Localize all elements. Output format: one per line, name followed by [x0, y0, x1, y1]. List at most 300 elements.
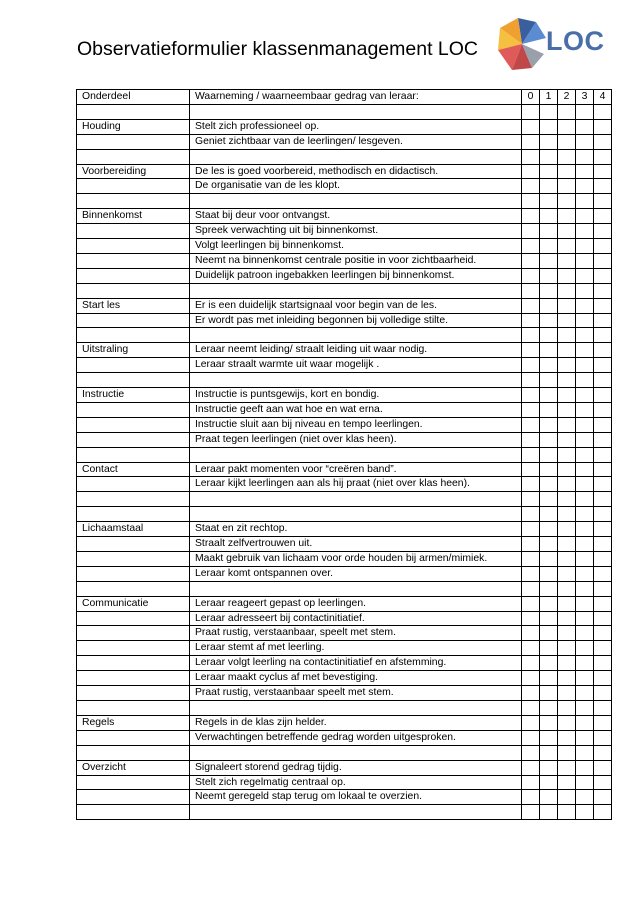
score-cell-1[interactable]	[540, 730, 558, 745]
score-cell-4[interactable]	[594, 358, 612, 373]
waarneming-cell	[190, 283, 522, 298]
score-cell-1[interactable]	[540, 596, 558, 611]
score-cell-4[interactable]	[594, 745, 612, 760]
score-cell-4[interactable]	[594, 805, 612, 820]
score-cell-3[interactable]	[576, 611, 594, 626]
score-cell-4[interactable]	[594, 402, 612, 417]
score-cell-1[interactable]	[540, 358, 558, 373]
score-cell-3[interactable]	[576, 239, 594, 254]
score-cell-1[interactable]	[540, 447, 558, 462]
score-cell-4[interactable]	[594, 209, 612, 224]
score-cell-2[interactable]	[558, 551, 576, 566]
score-cell-1[interactable]	[540, 164, 558, 179]
onderdeel-cell	[77, 626, 190, 641]
score-cell-3[interactable]	[576, 656, 594, 671]
score-cell-1[interactable]	[540, 388, 558, 403]
score-cell-1[interactable]	[540, 760, 558, 775]
score-cell-0[interactable]	[522, 611, 540, 626]
score-cell-1[interactable]	[540, 581, 558, 596]
score-cell-3[interactable]	[576, 686, 594, 701]
score-cell-4[interactable]	[594, 343, 612, 358]
score-cell-4[interactable]	[594, 596, 612, 611]
score-cell-0[interactable]	[522, 790, 540, 805]
score-cell-0[interactable]	[522, 775, 540, 790]
score-cell-3[interactable]	[576, 760, 594, 775]
score-cell-2[interactable]	[558, 194, 576, 209]
score-cell-1[interactable]	[540, 477, 558, 492]
score-cell-1[interactable]	[540, 507, 558, 522]
score-cell-0[interactable]	[522, 715, 540, 730]
score-cell-2[interactable]	[558, 447, 576, 462]
score-cell-4[interactable]	[594, 626, 612, 641]
score-cell-1[interactable]	[540, 104, 558, 119]
onderdeel-cell: Regels	[77, 715, 190, 730]
table-row	[77, 760, 612, 775]
score-cell-2[interactable]	[558, 388, 576, 403]
score-cell-4[interactable]	[594, 224, 612, 239]
waarneming-cell: Leraar pakt momenten voor “creëren band”.	[190, 462, 522, 477]
score-cell-1[interactable]	[540, 209, 558, 224]
score-cell-4[interactable]	[594, 119, 612, 134]
score-cell-3[interactable]	[576, 626, 594, 641]
onderdeel-cell	[77, 730, 190, 745]
score-cell-0[interactable]	[522, 388, 540, 403]
onderdeel-cell	[77, 283, 190, 298]
score-cell-4[interactable]	[594, 641, 612, 656]
onderdeel-cell	[77, 656, 190, 671]
score-cell-2[interactable]	[558, 566, 576, 581]
score-cell-4[interactable]	[594, 701, 612, 716]
score-cell-3[interactable]	[576, 104, 594, 119]
score-cell-2[interactable]	[558, 179, 576, 194]
table-row	[77, 581, 612, 596]
onderdeel-cell	[77, 611, 190, 626]
waarneming-cell: Leraar neemt leiding/ straalt leiding uit waar nodig.	[190, 343, 522, 358]
score-cell-2[interactable]	[558, 268, 576, 283]
score-cell-0[interactable]	[522, 239, 540, 254]
score-cell-0[interactable]	[522, 209, 540, 224]
score-cell-0[interactable]	[522, 745, 540, 760]
score-cell-0[interactable]	[522, 492, 540, 507]
score-cell-2[interactable]	[558, 119, 576, 134]
score-cell-0[interactable]	[522, 179, 540, 194]
score-cell-2[interactable]	[558, 537, 576, 552]
score-cell-1[interactable]	[540, 805, 558, 820]
score-cell-3[interactable]	[576, 596, 594, 611]
score-cell-2[interactable]	[558, 760, 576, 775]
score-cell-2[interactable]	[558, 462, 576, 477]
score-cell-0[interactable]	[522, 313, 540, 328]
score-cell-2[interactable]	[558, 596, 576, 611]
score-cell-0[interactable]	[522, 522, 540, 537]
score-cell-4[interactable]	[594, 313, 612, 328]
score-cell-3[interactable]	[576, 313, 594, 328]
score-cell-3[interactable]	[576, 730, 594, 745]
score-cell-2[interactable]	[558, 686, 576, 701]
score-cell-4[interactable]	[594, 328, 612, 343]
score-cell-2[interactable]	[558, 239, 576, 254]
table-row	[77, 417, 612, 432]
score-cell-3[interactable]	[576, 701, 594, 716]
score-cell-2[interactable]	[558, 775, 576, 790]
score-cell-0[interactable]	[522, 805, 540, 820]
score-cell-0[interactable]	[522, 268, 540, 283]
waarneming-cell: Leraar komt ontspannen over.	[190, 566, 522, 581]
table-row	[77, 253, 612, 268]
score-cell-3[interactable]	[576, 283, 594, 298]
score-cell-4[interactable]	[594, 239, 612, 254]
score-cell-4[interactable]	[594, 253, 612, 268]
score-cell-1[interactable]	[540, 432, 558, 447]
score-cell-1[interactable]	[540, 268, 558, 283]
score-cell-0[interactable]	[522, 373, 540, 388]
score-cell-2[interactable]	[558, 149, 576, 164]
score-cell-1[interactable]	[540, 239, 558, 254]
score-cell-0[interactable]	[522, 119, 540, 134]
score-cell-4[interactable]	[594, 492, 612, 507]
onderdeel-cell	[77, 537, 190, 552]
score-cell-2[interactable]	[558, 224, 576, 239]
score-cell-1[interactable]	[540, 775, 558, 790]
score-cell-2[interactable]	[558, 104, 576, 119]
waarneming-cell: Leraar maakt cyclus af met bevestiging.	[190, 671, 522, 686]
score-cell-1[interactable]	[540, 134, 558, 149]
score-cell-2[interactable]	[558, 611, 576, 626]
score-cell-4[interactable]	[594, 760, 612, 775]
onderdeel-cell	[77, 313, 190, 328]
score-cell-0[interactable]	[522, 686, 540, 701]
score-cell-3[interactable]	[576, 432, 594, 447]
waarneming-cell: Instructie is puntsgewijs, kort en bondig.	[190, 388, 522, 403]
score-cell-3[interactable]	[576, 194, 594, 209]
score-cell-3[interactable]	[576, 388, 594, 403]
score-cell-3[interactable]	[576, 492, 594, 507]
score-cell-2[interactable]	[558, 328, 576, 343]
score-cell-3[interactable]	[576, 268, 594, 283]
waarneming-cell: Straalt zelfvertrouwen uit.	[190, 537, 522, 552]
score-cell-3[interactable]	[576, 417, 594, 432]
score-cell-3[interactable]	[576, 715, 594, 730]
score-cell-0[interactable]	[522, 194, 540, 209]
header-onderdeel: Onderdeel	[77, 90, 190, 105]
table-row	[77, 343, 612, 358]
score-cell-1[interactable]	[540, 194, 558, 209]
score-cell-4[interactable]	[594, 686, 612, 701]
score-cell-3[interactable]	[576, 790, 594, 805]
score-cell-1[interactable]	[540, 522, 558, 537]
score-cell-0[interactable]	[522, 551, 540, 566]
score-cell-0[interactable]	[522, 417, 540, 432]
score-cell-3[interactable]	[576, 537, 594, 552]
score-cell-0[interactable]	[522, 447, 540, 462]
onderdeel-cell	[77, 790, 190, 805]
score-cell-2[interactable]	[558, 209, 576, 224]
score-cell-3[interactable]	[576, 447, 594, 462]
score-cell-4[interactable]	[594, 417, 612, 432]
score-cell-2[interactable]	[558, 671, 576, 686]
score-cell-2[interactable]	[558, 715, 576, 730]
score-cell-0[interactable]	[522, 104, 540, 119]
logo-text: LOC	[546, 26, 605, 56]
score-cell-0[interactable]	[522, 149, 540, 164]
score-cell-3[interactable]	[576, 775, 594, 790]
score-cell-4[interactable]	[594, 373, 612, 388]
waarneming-cell: Leraar adresseert bij contactinitiatief.	[190, 611, 522, 626]
score-cell-0[interactable]	[522, 641, 540, 656]
score-cell-0[interactable]	[522, 253, 540, 268]
score-cell-2[interactable]	[558, 164, 576, 179]
score-cell-2[interactable]	[558, 358, 576, 373]
score-cell-3[interactable]	[576, 253, 594, 268]
score-cell-1[interactable]	[540, 373, 558, 388]
score-cell-1[interactable]	[540, 313, 558, 328]
table-row	[77, 432, 612, 447]
score-cell-3[interactable]	[576, 343, 594, 358]
score-cell-1[interactable]	[540, 343, 558, 358]
score-cell-1[interactable]	[540, 283, 558, 298]
score-cell-3[interactable]	[576, 805, 594, 820]
score-cell-1[interactable]	[540, 566, 558, 581]
table-row	[77, 224, 612, 239]
score-cell-2[interactable]	[558, 283, 576, 298]
score-cell-4[interactable]	[594, 537, 612, 552]
score-cell-1[interactable]	[540, 715, 558, 730]
score-cell-2[interactable]	[558, 477, 576, 492]
waarneming-cell: Leraar volgt leerling na contactinitiatief en afstemming.	[190, 656, 522, 671]
header-score-0: 0	[522, 90, 540, 105]
score-cell-0[interactable]	[522, 477, 540, 492]
table-row	[77, 701, 612, 716]
score-cell-0[interactable]	[522, 671, 540, 686]
score-cell-4[interactable]	[594, 790, 612, 805]
score-cell-3[interactable]	[576, 298, 594, 313]
header-score-4: 4	[594, 90, 612, 105]
score-cell-4[interactable]	[594, 477, 612, 492]
table-row	[77, 268, 612, 283]
score-cell-0[interactable]	[522, 343, 540, 358]
score-cell-1[interactable]	[540, 611, 558, 626]
waarneming-cell: Er wordt pas met inleiding begonnen bij volledige stilte.	[190, 313, 522, 328]
score-cell-3[interactable]	[576, 507, 594, 522]
onderdeel-cell	[77, 239, 190, 254]
score-cell-2[interactable]	[558, 507, 576, 522]
score-cell-3[interactable]	[576, 358, 594, 373]
score-cell-0[interactable]	[522, 701, 540, 716]
score-cell-1[interactable]	[540, 641, 558, 656]
score-cell-1[interactable]	[540, 462, 558, 477]
score-cell-4[interactable]	[594, 194, 612, 209]
score-cell-2[interactable]	[558, 641, 576, 656]
table-row	[77, 328, 612, 343]
score-cell-3[interactable]	[576, 641, 594, 656]
score-cell-3[interactable]	[576, 551, 594, 566]
waarneming-cell: Stelt zich professioneel op.	[190, 119, 522, 134]
score-cell-4[interactable]	[594, 730, 612, 745]
score-cell-3[interactable]	[576, 149, 594, 164]
score-cell-3[interactable]	[576, 328, 594, 343]
score-cell-4[interactable]	[594, 104, 612, 119]
score-cell-1[interactable]	[540, 790, 558, 805]
score-cell-4[interactable]	[594, 775, 612, 790]
onderdeel-cell: Contact	[77, 462, 190, 477]
score-cell-4[interactable]	[594, 656, 612, 671]
score-cell-4[interactable]	[594, 268, 612, 283]
score-cell-0[interactable]	[522, 730, 540, 745]
score-cell-4[interactable]	[594, 149, 612, 164]
waarneming-cell	[190, 745, 522, 760]
score-cell-0[interactable]	[522, 224, 540, 239]
onderdeel-cell	[77, 253, 190, 268]
table-row	[77, 715, 612, 730]
score-cell-2[interactable]	[558, 432, 576, 447]
score-cell-0[interactable]	[522, 402, 540, 417]
table-row	[77, 596, 612, 611]
score-cell-0[interactable]	[522, 283, 540, 298]
waarneming-cell: Verwachtingen betreffende gedrag worden uitgesproken.	[190, 730, 522, 745]
score-cell-0[interactable]	[522, 656, 540, 671]
score-cell-0[interactable]	[522, 432, 540, 447]
score-cell-3[interactable]	[576, 671, 594, 686]
score-cell-0[interactable]	[522, 581, 540, 596]
score-cell-2[interactable]	[558, 343, 576, 358]
score-cell-4[interactable]	[594, 611, 612, 626]
score-cell-2[interactable]	[558, 253, 576, 268]
score-cell-2[interactable]	[558, 298, 576, 313]
score-cell-0[interactable]	[522, 134, 540, 149]
score-cell-0[interactable]	[522, 566, 540, 581]
score-cell-3[interactable]	[576, 119, 594, 134]
score-cell-0[interactable]	[522, 164, 540, 179]
score-cell-0[interactable]	[522, 328, 540, 343]
score-cell-1[interactable]	[540, 745, 558, 760]
score-cell-0[interactable]	[522, 537, 540, 552]
score-cell-2[interactable]	[558, 313, 576, 328]
score-cell-1[interactable]	[540, 224, 558, 239]
score-cell-4[interactable]	[594, 447, 612, 462]
table-row	[77, 775, 612, 790]
score-cell-3[interactable]	[576, 209, 594, 224]
score-cell-0[interactable]	[522, 358, 540, 373]
score-cell-3[interactable]	[576, 522, 594, 537]
score-cell-1[interactable]	[540, 626, 558, 641]
score-cell-4[interactable]	[594, 298, 612, 313]
score-cell-1[interactable]	[540, 253, 558, 268]
onderdeel-cell: Voorbereiding	[77, 164, 190, 179]
waarneming-cell: Instructie sluit aan bij niveau en tempo leerlingen.	[190, 417, 522, 432]
waarneming-cell: Neemt geregeld stap terug om lokaal te overzien.	[190, 790, 522, 805]
score-cell-3[interactable]	[576, 566, 594, 581]
score-cell-4[interactable]	[594, 566, 612, 581]
score-cell-4[interactable]	[594, 283, 612, 298]
onderdeel-cell: Uitstraling	[77, 343, 190, 358]
waarneming-cell: Staat bij deur voor ontvangst.	[190, 209, 522, 224]
onderdeel-cell	[77, 566, 190, 581]
score-cell-4[interactable]	[594, 164, 612, 179]
onderdeel-cell	[77, 104, 190, 119]
score-cell-4[interactable]	[594, 179, 612, 194]
score-cell-1[interactable]	[540, 298, 558, 313]
score-cell-3[interactable]	[576, 581, 594, 596]
score-cell-4[interactable]	[594, 581, 612, 596]
score-cell-1[interactable]	[540, 551, 558, 566]
score-cell-1[interactable]	[540, 328, 558, 343]
score-cell-4[interactable]	[594, 671, 612, 686]
score-cell-0[interactable]	[522, 298, 540, 313]
table-row	[77, 730, 612, 745]
score-cell-0[interactable]	[522, 596, 540, 611]
score-cell-2[interactable]	[558, 373, 576, 388]
score-cell-2[interactable]	[558, 417, 576, 432]
score-cell-3[interactable]	[576, 745, 594, 760]
score-cell-1[interactable]	[540, 656, 558, 671]
score-cell-3[interactable]	[576, 402, 594, 417]
score-cell-2[interactable]	[558, 805, 576, 820]
score-cell-1[interactable]	[540, 492, 558, 507]
score-cell-4[interactable]	[594, 551, 612, 566]
score-cell-1[interactable]	[540, 402, 558, 417]
score-cell-2[interactable]	[558, 134, 576, 149]
score-cell-1[interactable]	[540, 149, 558, 164]
score-cell-2[interactable]	[558, 730, 576, 745]
score-cell-0[interactable]	[522, 507, 540, 522]
score-cell-1[interactable]	[540, 179, 558, 194]
table-row	[77, 164, 612, 179]
table-row	[77, 134, 612, 149]
score-cell-4[interactable]	[594, 462, 612, 477]
score-cell-2[interactable]	[558, 701, 576, 716]
score-cell-2[interactable]	[558, 745, 576, 760]
score-cell-1[interactable]	[540, 686, 558, 701]
score-cell-2[interactable]	[558, 492, 576, 507]
score-cell-2[interactable]	[558, 581, 576, 596]
waarneming-cell	[190, 373, 522, 388]
score-cell-0[interactable]	[522, 626, 540, 641]
score-cell-2[interactable]	[558, 522, 576, 537]
score-cell-3[interactable]	[576, 134, 594, 149]
score-cell-4[interactable]	[594, 522, 612, 537]
score-cell-4[interactable]	[594, 507, 612, 522]
score-cell-3[interactable]	[576, 462, 594, 477]
onderdeel-cell	[77, 402, 190, 417]
score-cell-1[interactable]	[540, 537, 558, 552]
score-cell-2[interactable]	[558, 402, 576, 417]
score-cell-0[interactable]	[522, 760, 540, 775]
waarneming-cell	[190, 805, 522, 820]
waarneming-cell: Signaleert storend gedrag tijdig.	[190, 760, 522, 775]
score-cell-1[interactable]	[540, 417, 558, 432]
score-cell-2[interactable]	[558, 626, 576, 641]
onderdeel-cell	[77, 477, 190, 492]
score-cell-3[interactable]	[576, 164, 594, 179]
score-cell-3[interactable]	[576, 373, 594, 388]
score-cell-0[interactable]	[522, 462, 540, 477]
score-cell-2[interactable]	[558, 790, 576, 805]
score-cell-3[interactable]	[576, 179, 594, 194]
score-cell-4[interactable]	[594, 715, 612, 730]
score-cell-1[interactable]	[540, 671, 558, 686]
score-cell-3[interactable]	[576, 224, 594, 239]
table-row	[77, 492, 612, 507]
score-cell-4[interactable]	[594, 388, 612, 403]
waarneming-cell: Leraar stemt af met leerling.	[190, 641, 522, 656]
onderdeel-cell	[77, 179, 190, 194]
score-cell-1[interactable]	[540, 119, 558, 134]
score-cell-4[interactable]	[594, 432, 612, 447]
score-cell-1[interactable]	[540, 701, 558, 716]
score-cell-4[interactable]	[594, 134, 612, 149]
score-cell-3[interactable]	[576, 477, 594, 492]
score-cell-2[interactable]	[558, 656, 576, 671]
